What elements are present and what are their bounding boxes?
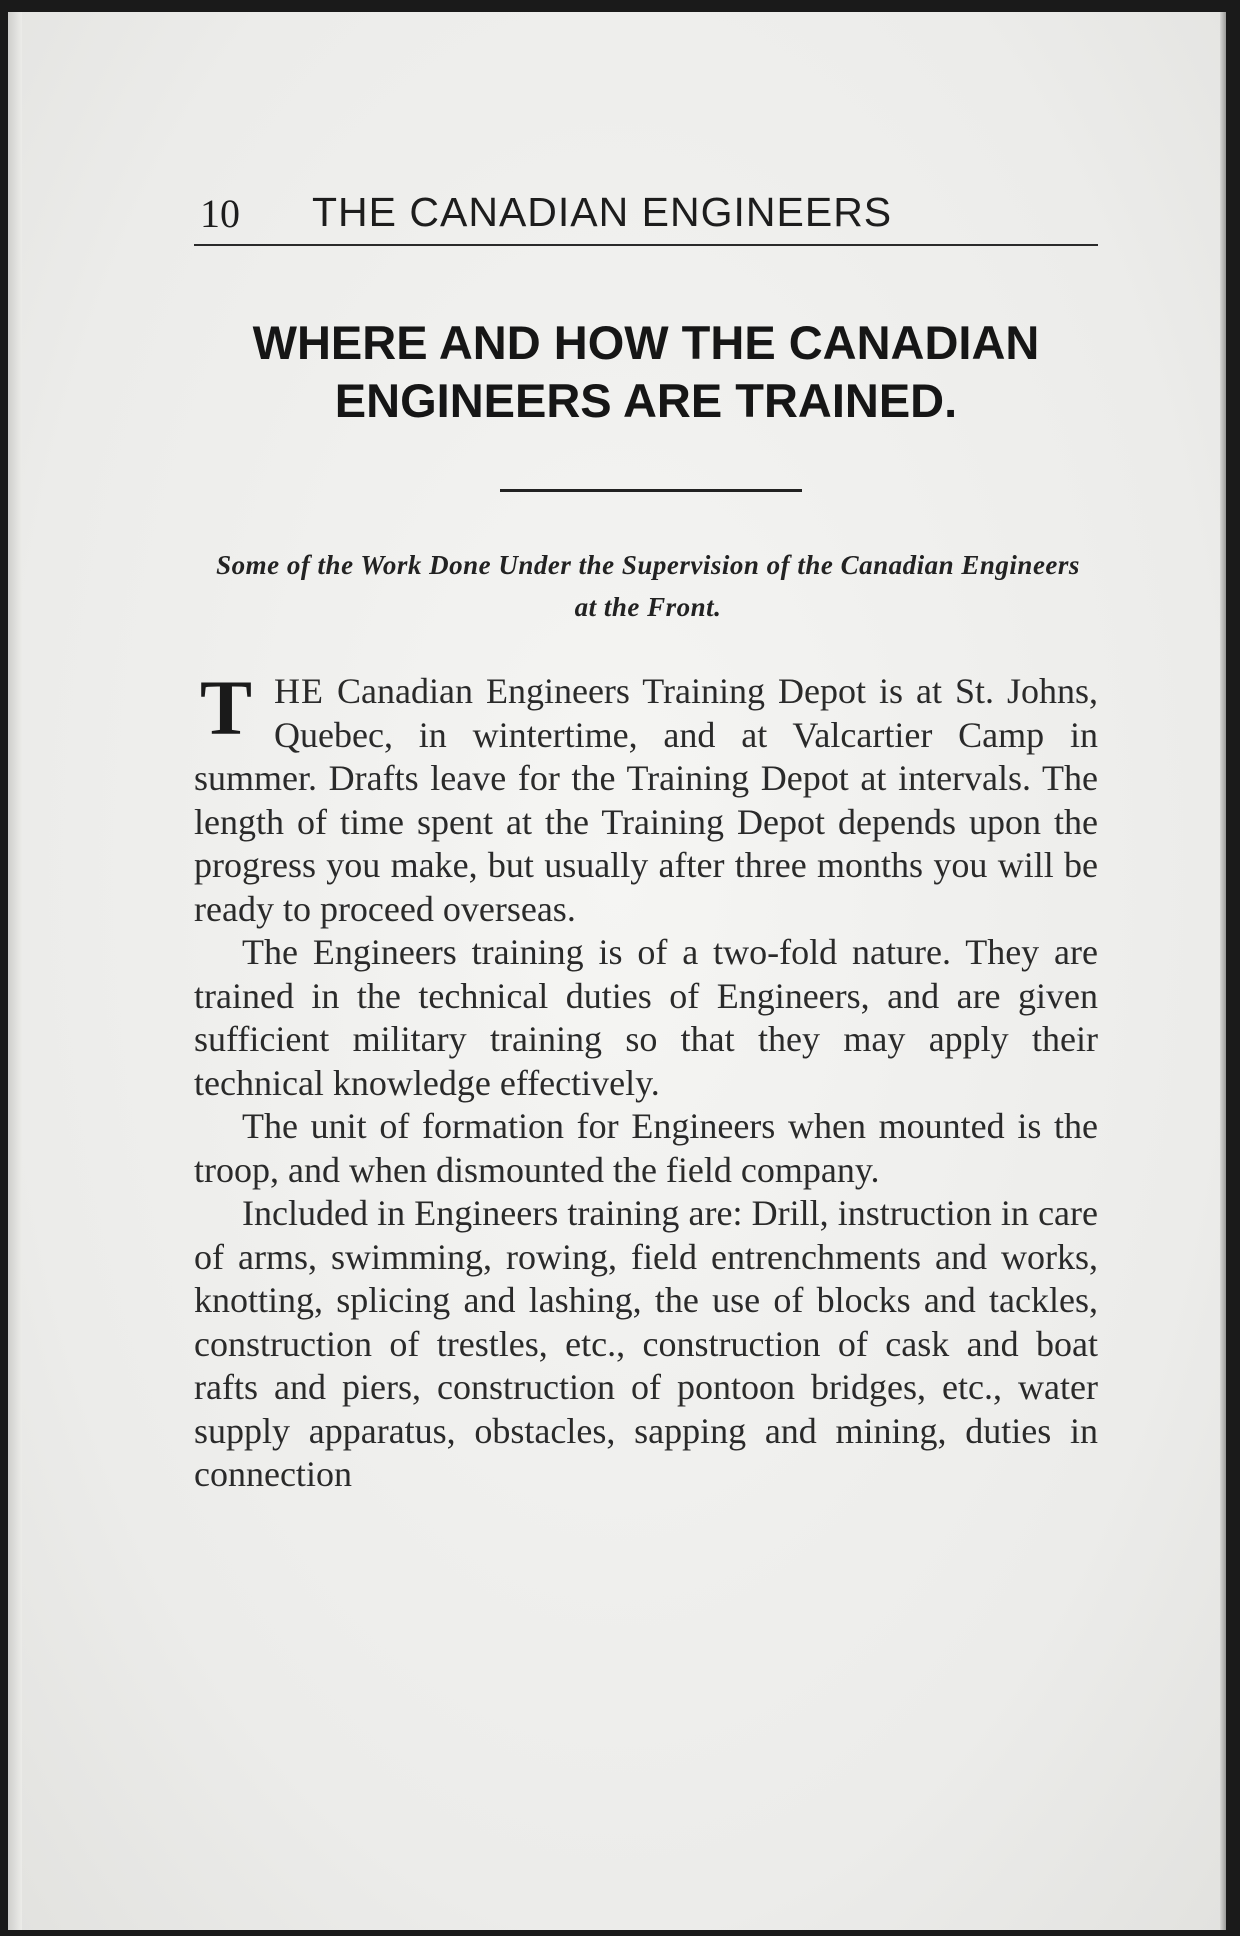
paragraph-2: The Engineers training is of a two-fold nature. They are trained in the technical duties of Engineers, and are given sufficient military training so that they may apply their technical knowledge effectively. [194, 932, 1098, 1103]
page-gutter-shadow [8, 12, 22, 1930]
running-title: THE CANADIAN ENGINEERS [312, 189, 893, 235]
running-head [194, 190, 1098, 246]
lead-caps: HE [274, 671, 325, 711]
body-text [194, 664, 1098, 1497]
book-page [8, 12, 1226, 1930]
page-edge-shadow [1220, 12, 1226, 1930]
page-number: 10 [200, 191, 240, 236]
paragraph-3: The unit of formation for Engineers when mounted is the troop, and when dismounted the field company. [194, 1106, 1098, 1190]
chapter-title: WHERE AND HOW THE CANADIAN ENGINEERS ARE TRAINED. [252, 316, 1040, 427]
drop-cap: T [200, 664, 253, 751]
paragraph-1-text: Canadian Engineers Training Depot is at St. Johns, Quebec, in wintertime, and at Valcartier Camp in summer. Drafts leave for the Training Depot at intervals. The length of time spent at the Training Depot depends upon the progress you make, but usually after three months you will be ready to proceed overseas. [194, 671, 1098, 929]
paragraph-1 [194, 664, 1098, 931]
title-divider [500, 489, 802, 492]
paragraph-4: Included in Engineers training are: Drill, instruction in care of arms, swimming, rowing, field entrenchments and works, knotting, splicing and lashing, the use of blocks and tackles, construction of trestles, etc., construction of cask and boat rafts and piers, construction of pontoon bridges, etc., water supply apparatus, obstacles, sapping and mining, duties in connection [194, 1193, 1098, 1494]
chapter-subtitle: Some of the Work Done Under the Supervision of the Canadian Engineers at the Front. [216, 550, 1080, 622]
